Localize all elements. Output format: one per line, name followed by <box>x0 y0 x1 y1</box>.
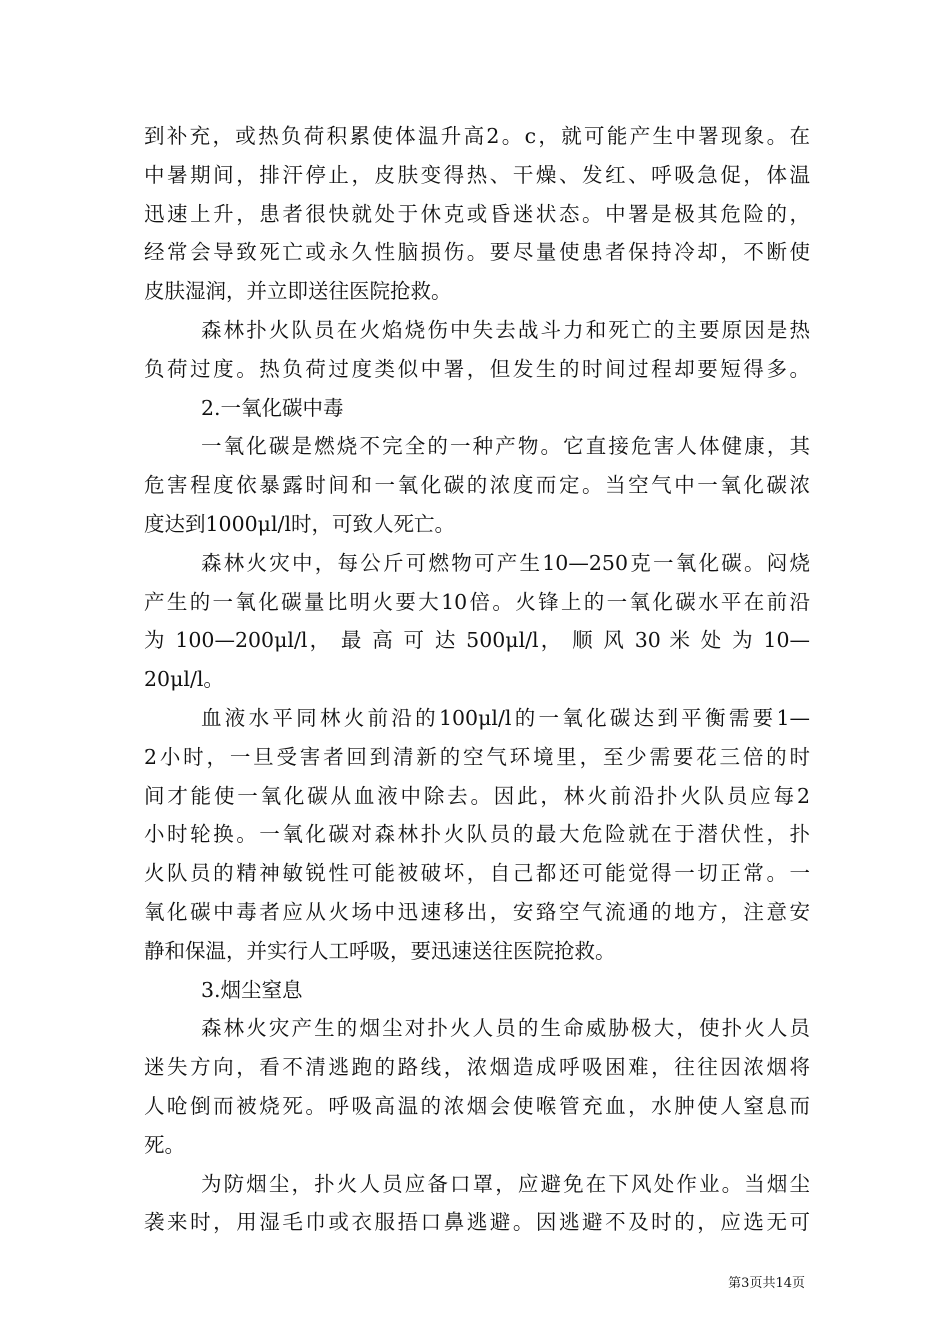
text-line: 血液水平同林火前沿的100μl/l的一氧化碳达到平衡需要1— <box>201 705 810 730</box>
text-line: 森林扑火队员在火焰烧伤中失去战斗力和死亡的主要原因是热 <box>201 317 810 342</box>
text-line: 度达到1000μl/l时，可致人死亡。 <box>144 511 456 536</box>
text-line: 危害程度依暴露时间和一氧化碳的浓度而定。当空气中一氧化碳浓 <box>144 473 810 498</box>
text-line: 中暑期间，排汗停止，皮肤变得热、干燥、发红、呼吸急促，体温 <box>144 162 810 187</box>
text-line: 一氧化碳是燃烧不完全的一种产物。它直接危害人体健康，其 <box>201 434 810 459</box>
text-line: 火队员的精神敏锐性可能被破坏，自己都还可能觉得一切正常。一 <box>144 861 810 886</box>
text-line: 死。 <box>144 1132 185 1157</box>
text-line: 袭来时，用湿毛巾或衣服捂口鼻逃避。因逃避不及时的，应选无可 <box>144 1210 810 1235</box>
text-line: 负荷过度。热负荷过度类似中署，但发生的时间过程却要短得多。 <box>144 356 810 381</box>
text-line: 20μl/l。 <box>144 667 224 692</box>
text-line: 小时轮换。一氧化碳对森林扑火队员的最大危险就在于潜伏性，扑 <box>144 822 810 847</box>
text-line: 人呛倒而被烧死。呼吸高温的浓烟会使喉管充血，水肿使人窒息而 <box>144 1093 810 1118</box>
text-line: 氧化碳中毒者应从火场中迅速移出，安臵空气流通的地方，注意安 <box>144 899 810 924</box>
text-line: 产生的一氧化碳量比明火要大10倍。火锋上的一氧化碳水平在前沿 <box>144 589 810 614</box>
text-line: 为 100—200μl/l， 最 高 可 达 500μl/l， 顺 风 30 米 处 为 10— <box>144 628 810 653</box>
text-line: 2小时，一旦受害者回到清新的空气环境里，至少需要花三倍的时 <box>144 744 810 769</box>
section-heading: 3.烟尘窒息 <box>201 977 303 1002</box>
body-text <box>144 117 810 1242</box>
text-line: 森林火灾中，每公斤可燃物可产生10—250克一氧化碳。闷烧 <box>201 550 810 575</box>
text-line: 森林火灾产生的烟尘对扑火人员的生命威胁极大，使扑火人员 <box>201 1016 810 1041</box>
text-line: 间才能使一氧化碳从血液中除去。因此，林火前沿扑火队员应每2 <box>144 783 810 808</box>
text-line: 迷失方向，看不清逃跑的路线，浓烟造成呼吸困难，往往因浓烟将 <box>144 1055 810 1080</box>
page-number: 第3页共14页 <box>728 1276 805 1291</box>
text-line: 皮肤湿润，并立即送往医院抢救。 <box>144 279 452 304</box>
text-line: 经常会导致死亡或永久性脑损伤。要尽量使患者保持冷却，不断使 <box>144 240 810 265</box>
text-line: 为防烟尘，扑火人员应备口罩，应避免在下风处作业。当烟尘 <box>201 1171 810 1196</box>
text-line: 迅速上升，患者很快就处于休克或昏迷状态。中署是极其危险的， <box>144 201 810 226</box>
section-heading: 2.一氧化碳中毒 <box>201 395 344 420</box>
text-line: 到补充，或热负荷积累使体温升高2。c，就可能产生中署现象。在 <box>144 124 810 148</box>
text-line: 静和保温，并实行人工呼吸，要迅速送往医院抢救。 <box>144 938 616 963</box>
